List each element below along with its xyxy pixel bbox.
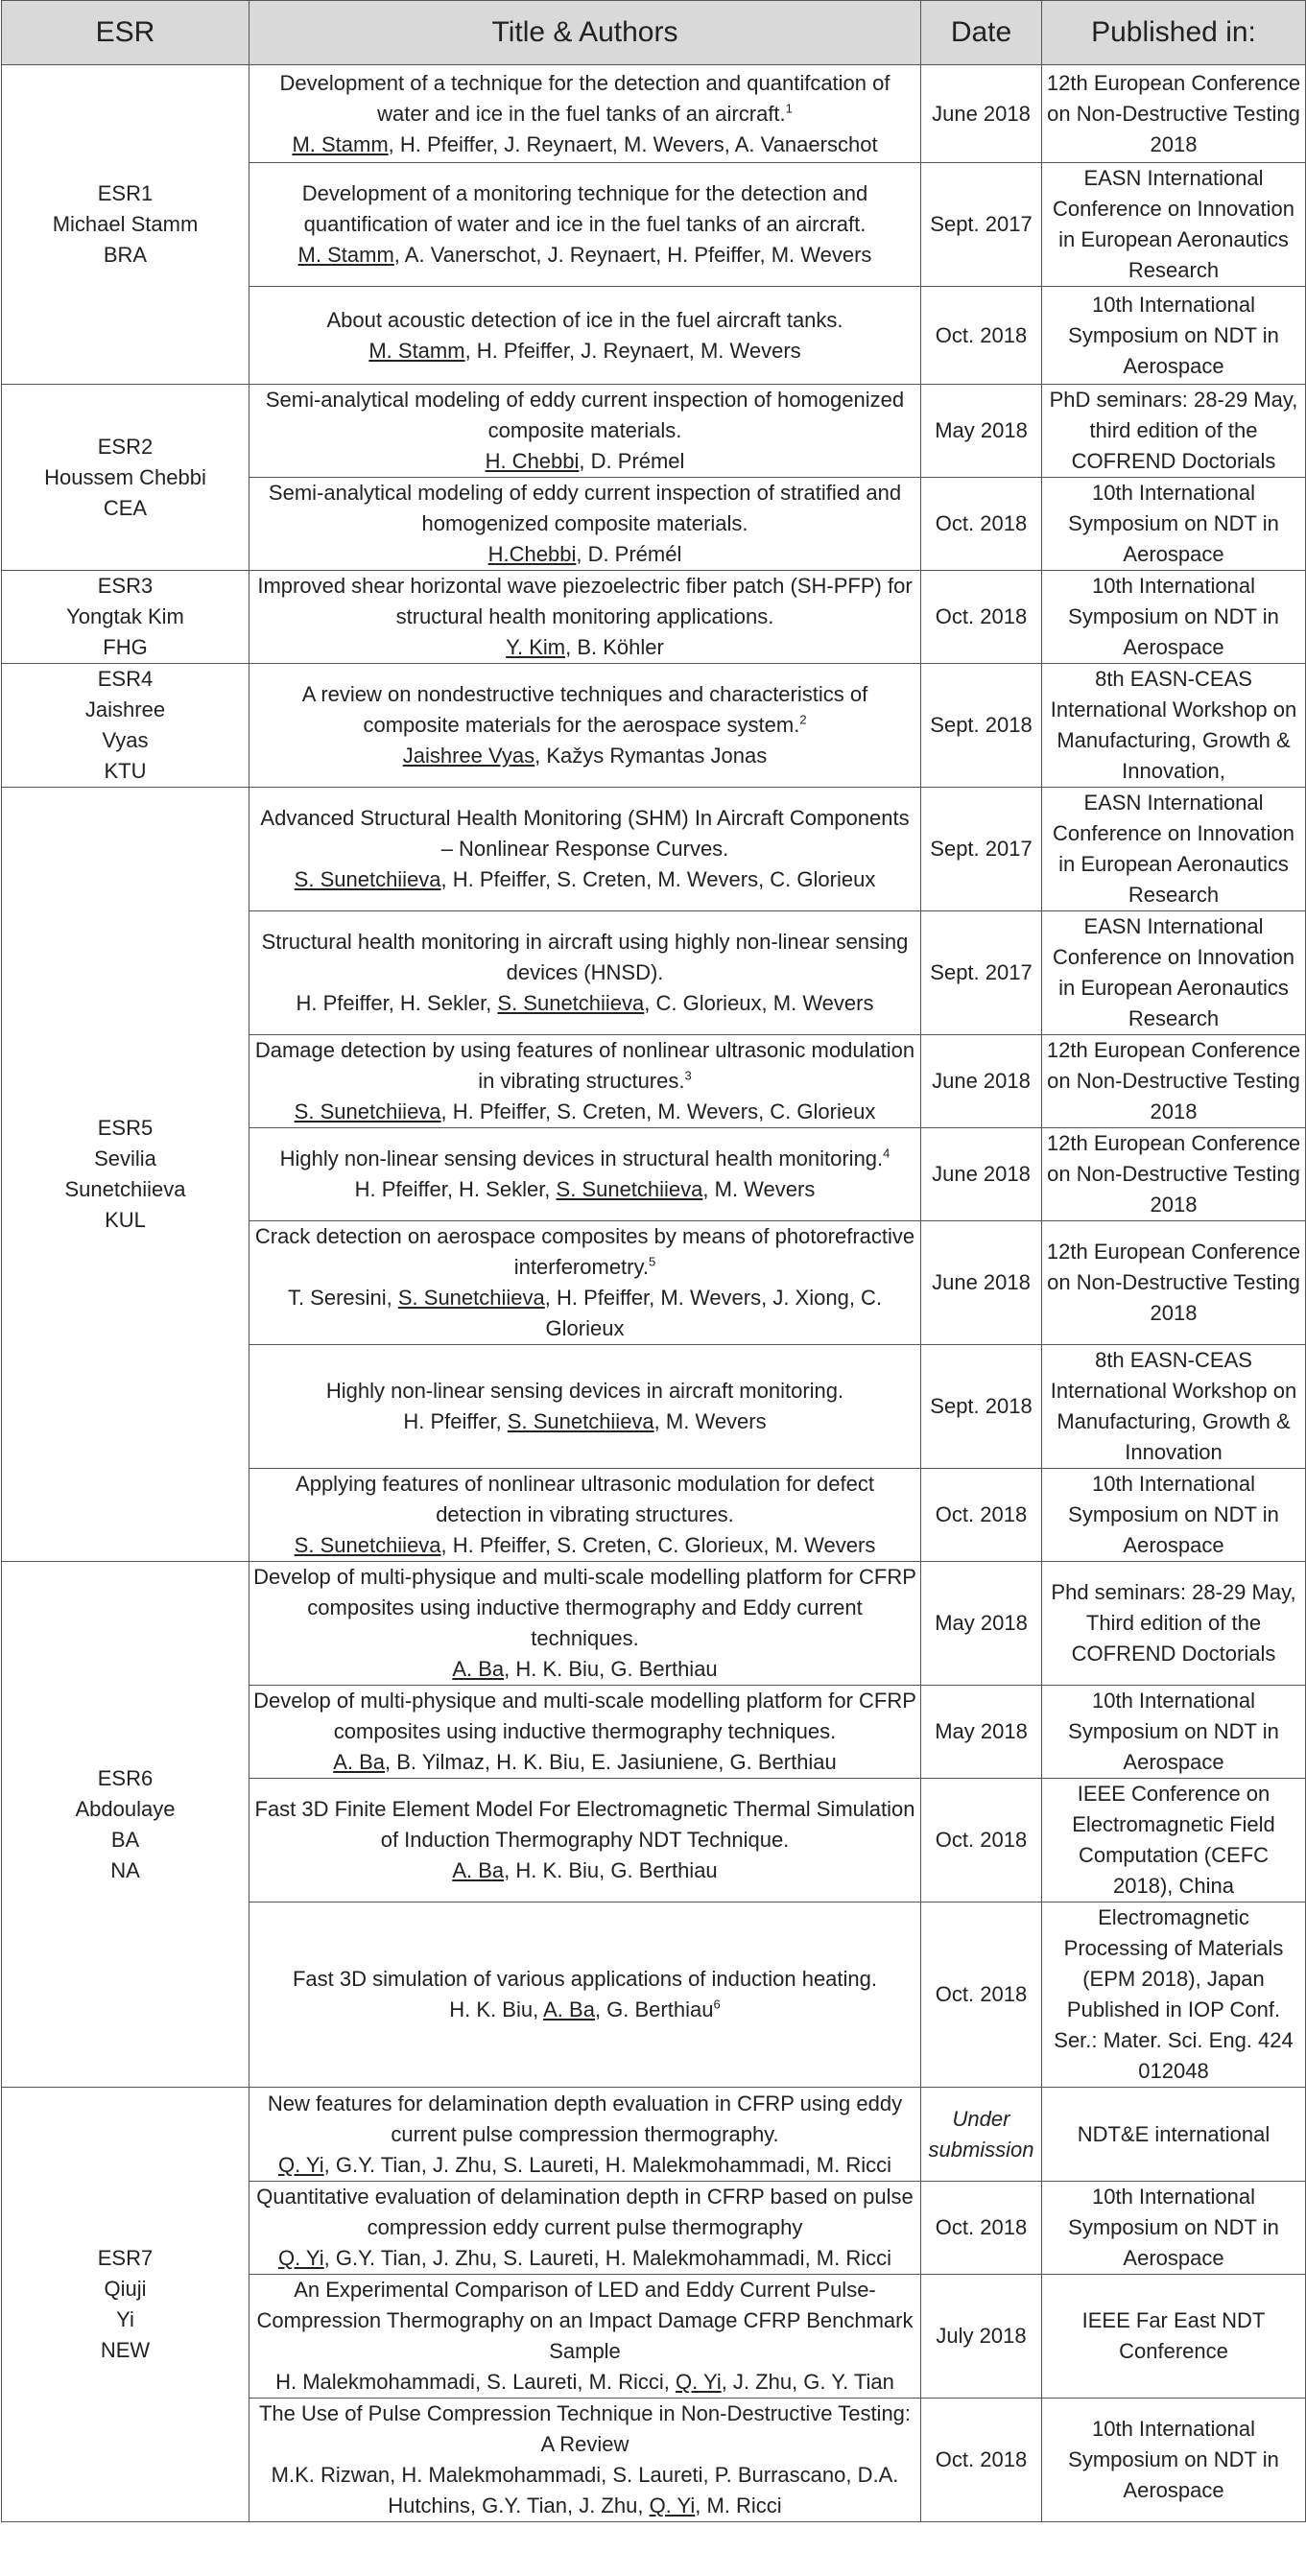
table-row: [2, 2088, 1306, 2182]
published-in-cell: 10th International Symposium on NDT in Aerospace: [1042, 2399, 1306, 2522]
author-text: , G. Berthiau: [594, 1997, 714, 2021]
paper-title: [253, 1376, 916, 1406]
esr-line: FHG: [103, 635, 148, 659]
paper-title: [253, 2182, 916, 2243]
table-row: [2, 1562, 1306, 1686]
paper-title-text: Develop of multi-physique and multi-scale modelling platform for CFRP composites using inductive thermography and Eddy current techniques.: [253, 1565, 916, 1650]
date-cell: June 2018: [921, 1035, 1042, 1128]
paper-title-text: Develop of multi-physique and multi-scale modelling platform for CFRP composites using inductive thermography techniques.: [253, 1689, 916, 1743]
date-cell: May 2018: [921, 385, 1042, 478]
esr-cell: [2, 2088, 249, 2522]
author-text: H. Pfeiffer,: [403, 1409, 508, 1433]
paper-title-text: About acoustic detection of ice in the fuel aircraft tanks.: [326, 307, 843, 332]
published-in-cell: EASN International Conference on Innovation in European Aeronautics Research: [1042, 788, 1306, 911]
paper-authors: [253, 2243, 916, 2274]
published-in-cell: 8th EASN-CEAS International Workshop on Manufacturing, Growth & Innovation: [1042, 1345, 1306, 1469]
footnote-marker: 4: [883, 1146, 890, 1161]
esr-line: BRA: [103, 243, 148, 267]
date-cell: June 2018: [921, 1128, 1042, 1221]
published-in-cell: 10th International Symposium on NDT in Aerospace: [1042, 287, 1306, 385]
paper-title: [253, 2089, 916, 2150]
author-underlined: M. Stamm: [292, 131, 389, 156]
date-cell: July 2018: [921, 2275, 1042, 2399]
title-authors-cell: [249, 1562, 921, 1686]
author-text: , B. Köhler: [565, 635, 664, 659]
paper-title-text: Applying features of nonlinear ultrasonic modulation for defect detection in vibrating structures.: [296, 1472, 874, 1526]
paper-title-text: Development of a monitoring technique for the detection and quantification of water and ice in the fuel tanks of an aircraft.: [301, 181, 868, 236]
author-underlined: S. Sunetchiieva: [507, 1409, 654, 1433]
paper-title: [253, 68, 916, 130]
author-text: , B. Yilmaz, H. K. Biu, E. Jasiuniene, G. Berthiau: [385, 1750, 837, 1774]
esr-line: ESR1: [97, 181, 154, 205]
author-text: , H. K. Biu, G. Berthiau: [504, 1858, 718, 1882]
paper-title: [253, 927, 916, 988]
author-text: , M. Ricci: [695, 2493, 782, 2517]
esr-line: CEA: [103, 495, 148, 520]
date-cell: Oct. 2018: [921, 1779, 1042, 1902]
published-in-cell: Electromagnetic Processing of Materials (EPM 2018), Japan Published in IOP Conf. Ser.: Mater. Sci. Eng. 424 012048: [1042, 1902, 1306, 2088]
author-text: , G.Y. Tian, J. Zhu, S. Laureti, H. Malekmohammadi, M. Ricci: [323, 2152, 892, 2177]
paper-title-text: Quantitative evaluation of delamination depth in CFRP based on pulse compression eddy current pulse thermography: [256, 2185, 914, 2239]
paper-title-text: Damage detection by using features of nonlinear ultrasonic modulation in vibrating structures.: [254, 1038, 915, 1093]
esr-line: Sunetchiieva: [64, 1177, 186, 1201]
footnote-marker: 5: [648, 1254, 656, 1269]
esr-line: NA: [110, 1857, 140, 1882]
table-row: [2, 788, 1306, 911]
date-cell: Oct. 2018: [921, 1469, 1042, 1562]
author-underlined: H.Chebbi: [487, 542, 577, 566]
paper-authors: [253, 1283, 916, 1344]
esr-line: Yongtak Kim: [66, 604, 184, 628]
title-authors-cell: [249, 1686, 921, 1779]
paper-title-text: Advanced Structural Health Monitoring (SHM) In Aircraft Components – Nonlinear Response Curves.: [260, 806, 910, 861]
author-underlined: S. Sunetchiieva: [294, 1099, 441, 1123]
date-cell: Oct. 2018: [921, 2182, 1042, 2275]
date-cell: Oct. 2018: [921, 478, 1042, 571]
title-authors-cell: [249, 2275, 921, 2399]
title-authors-cell: [249, 788, 921, 911]
esr-line: ESR2: [97, 434, 154, 459]
title-authors-cell: [249, 1345, 921, 1469]
paper-authors: [253, 130, 916, 160]
published-in-cell: Phd seminars: 28-29 May, Third edition of the COFREND Doctorials: [1042, 1562, 1306, 1686]
date-cell: Sept. 2017: [921, 788, 1042, 911]
header-date: Date: [921, 1, 1042, 65]
table-row: [2, 571, 1306, 664]
date-cell: May 2018: [921, 1686, 1042, 1779]
title-authors-cell: [249, 664, 921, 788]
published-in-cell: IEEE Far East NDT Conference: [1042, 2275, 1306, 2399]
date-cell: Oct. 2018: [921, 1902, 1042, 2088]
paper-authors: [253, 1174, 916, 1205]
paper-title: [253, 2275, 916, 2367]
paper-title-text: Highly non-linear sensing devices in structural health monitoring.: [279, 1146, 884, 1170]
esr-cell: [2, 571, 249, 664]
author-text: H. K. Biu,: [449, 1997, 544, 2021]
date-cell: Oct. 2018: [921, 2399, 1042, 2522]
author-text: , C. Glorieux, M. Wevers: [644, 991, 874, 1015]
author-text: , G.Y. Tian, J. Zhu, S. Laureti, H. Malekmohammadi, M. Ricci: [323, 2246, 892, 2270]
esr-line: Sevilia: [94, 1146, 156, 1170]
header-title-authors: Title & Authors: [249, 1, 921, 65]
paper-title-text: Crack detection on aerospace composites by means of photorefractive interferometry.: [254, 1224, 915, 1279]
published-in-cell: 10th International Symposium on NDT in Aerospace: [1042, 571, 1306, 664]
published-in-cell: 12th European Conference on Non-Destructive Testing 2018: [1042, 1221, 1306, 1345]
paper-title: [253, 679, 916, 741]
author-text: , H. Pfeiffer, S. Creten, C. Glorieux, M. Wevers: [440, 1533, 876, 1557]
author-underlined: H. Chebbi: [485, 449, 580, 473]
author-text: , H. Pfeiffer, J. Reynaert, M. Wevers: [464, 338, 801, 363]
esr-line: Yi: [116, 2307, 134, 2331]
author-underlined: S. Sunetchiieva: [294, 1533, 441, 1557]
date-cell: June 2018: [921, 1221, 1042, 1345]
paper-authors: [253, 2367, 916, 2398]
footnote-marker: 1: [785, 101, 793, 116]
footnote-marker: 3: [684, 1068, 692, 1083]
author-text: H. Pfeiffer, H. Sekler,: [354, 1177, 557, 1201]
title-authors-cell: [249, 478, 921, 571]
published-in-cell: EASN International Conference on Innovation in European Aeronautics Research: [1042, 163, 1306, 287]
author-underlined: M. Stamm: [368, 338, 465, 363]
paper-title: [253, 1221, 916, 1283]
author-underlined: Jaishree Vyas: [402, 744, 535, 768]
paper-title-text: Semi-analytical modeling of eddy current inspection of homogenized composite materials.: [265, 388, 905, 442]
published-in-cell: PhD seminars: 28-29 May, third edition of the COFREND Doctorials: [1042, 385, 1306, 478]
esr-line: Vyas: [102, 728, 149, 752]
published-in-cell: 10th International Symposium on NDT in Aerospace: [1042, 478, 1306, 571]
author-underlined: Q. Yi: [649, 2493, 696, 2517]
title-authors-cell: [249, 1469, 921, 1562]
published-in-cell: NDT&E international: [1042, 2088, 1306, 2182]
paper-title: [253, 1686, 916, 1747]
author-underlined: S. Sunetchiieva: [397, 1286, 545, 1310]
date-cell: Sept. 2018: [921, 1345, 1042, 1469]
paper-authors: [253, 1654, 916, 1685]
date-cell: Under submission: [921, 2088, 1042, 2182]
esr-line: ESR7: [97, 2246, 154, 2270]
paper-title-text: A review on nondestructive techniques and characteristics of composite materials for the aerospace system.: [301, 682, 868, 737]
author-text: , H. Pfeiffer, S. Creten, M. Wevers, C. Glorieux: [440, 867, 876, 891]
paper-title-text: Structural health monitoring in aircraft using highly non-linear sensing devices (HNSD).: [261, 930, 909, 984]
author-text: H. Pfeiffer, H. Sekler,: [296, 991, 498, 1015]
published-in-cell: 10th International Symposium on NDT in Aerospace: [1042, 1686, 1306, 1779]
date-cell: May 2018: [921, 1562, 1042, 1686]
paper-title: [253, 305, 916, 336]
paper-title: [253, 178, 916, 240]
paper-authors: [253, 1406, 916, 1437]
published-in-cell: 12th European Conference on Non-Destructive Testing 2018: [1042, 65, 1306, 163]
author-text: , J. Zhu, G. Y. Tian: [721, 2370, 894, 2394]
esr-cell: [2, 788, 249, 1562]
header-esr: ESR: [2, 1, 249, 65]
paper-title: [253, 1964, 916, 1995]
author-text: , Kažys Rymantas Jonas: [534, 744, 768, 768]
esr-line: Houssem Chebbi: [44, 464, 206, 489]
paper-title: [253, 1035, 916, 1097]
paper-title-text: Fast 3D simulation of various applications of induction heating.: [292, 1967, 877, 1991]
date-cell: Sept. 2017: [921, 163, 1042, 287]
author-text: , H. Pfeiffer, M. Wevers, J. Xiong, C. Glorieux: [544, 1286, 883, 1340]
esr-line: ESR3: [97, 574, 154, 598]
author-underlined: S. Sunetchiieva: [294, 867, 441, 891]
paper-authors: [253, 240, 916, 271]
date-cell: Oct. 2018: [921, 287, 1042, 385]
author-text: , M. Wevers: [702, 1177, 816, 1201]
paper-authors: [253, 632, 916, 663]
published-in-cell: 12th European Conference on Non-Destructive Testing 2018: [1042, 1128, 1306, 1221]
published-in-cell: 10th International Symposium on NDT in Aerospace: [1042, 1469, 1306, 1562]
author-underlined: Q. Yi: [277, 2152, 324, 2177]
author-underlined: A. Ba: [452, 1657, 505, 1681]
paper-title: [253, 803, 916, 864]
paper-title-text: New features for delamination depth evaluation in CFRP using eddy current pulse compression thermography.: [267, 2091, 903, 2146]
esr-cell: [2, 385, 249, 571]
esr-line: Michael Stamm: [52, 212, 199, 236]
paper-title-text: Improved shear horizontal wave piezoelectric fiber patch (SH-PFP) for structural health monitoring applications.: [257, 574, 913, 628]
title-authors-cell: [249, 2088, 921, 2182]
header-published-in: Published in:: [1042, 1, 1306, 65]
paper-title: [253, 1562, 916, 1654]
title-authors-cell: [249, 1221, 921, 1345]
paper-authors: [253, 1995, 916, 2025]
paper-title: [253, 1794, 916, 1855]
author-underlined: A. Ba: [543, 1997, 595, 2021]
author-text: T. Seresini,: [287, 1286, 398, 1310]
author-underlined: Q. Yi: [277, 2246, 324, 2270]
paper-authors: [253, 2460, 916, 2521]
paper-title-text: Highly non-linear sensing devices in aircraft monitoring.: [325, 1379, 844, 1403]
paper-authors: [253, 864, 916, 895]
title-authors-cell: [249, 65, 921, 163]
date-cell: Sept. 2018: [921, 664, 1042, 788]
title-authors-cell: [249, 163, 921, 287]
esr-line: Qiuji: [104, 2277, 147, 2301]
paper-title: [253, 478, 916, 539]
table-row: [2, 664, 1306, 788]
author-text: , D. Prémel: [579, 449, 685, 473]
author-text: M.K. Rizwan, H. Malekmohammadi, S. Laureti, P. Burrascano, D.A. Hutchins, G.Y. Tian, J. Zhu,: [271, 2463, 899, 2517]
paper-title-text: Semi-analytical modeling of eddy current inspection of stratified and homogenized composite materials.: [268, 481, 902, 535]
esr-line: BA: [110, 1827, 140, 1852]
esr-line: Jaishree: [84, 697, 166, 721]
esr-line: KTU: [104, 759, 147, 783]
title-authors-cell: [249, 385, 921, 478]
title-authors-cell: [249, 2399, 921, 2522]
author-text: , A. Vanerschot, J. Reynaert, H. Pfeiffer, M. Wevers: [393, 243, 872, 267]
esr-line: ESR6: [97, 1765, 154, 1790]
author-text: H. Malekmohammadi, S. Laureti, M. Ricci,: [275, 2370, 677, 2394]
date-cell: Sept. 2017: [921, 911, 1042, 1035]
esr-cell: [2, 664, 249, 788]
title-authors-cell: [249, 2182, 921, 2275]
esr-cell: [2, 65, 249, 385]
esr-cell: [2, 1562, 249, 2088]
paper-title: [253, 571, 916, 632]
author-underlined: S. Sunetchiieva: [497, 991, 645, 1015]
author-text: , D. Prémél: [576, 542, 682, 566]
date-cell: June 2018: [921, 65, 1042, 163]
author-underlined: A. Ba: [333, 1750, 386, 1774]
esr-line: ESR4: [97, 667, 154, 691]
paper-title: [253, 385, 916, 446]
footnote-marker: 6: [713, 1997, 721, 2012]
title-authors-cell: [249, 1779, 921, 1902]
paper-authors: [253, 1097, 916, 1127]
author-text: , M. Wevers: [653, 1409, 767, 1433]
table-body: [2, 65, 1306, 2522]
paper-title: [253, 1144, 916, 1174]
title-authors-cell: [249, 571, 921, 664]
paper-title: [253, 2399, 916, 2460]
title-authors-cell: [249, 287, 921, 385]
paper-authors: [253, 539, 916, 570]
published-in-cell: IEEE Conference on Electromagnetic Field Computation (CEFC 2018), China: [1042, 1779, 1306, 1902]
esr-line: KUL: [105, 1208, 146, 1232]
title-authors-cell: [249, 1902, 921, 2088]
paper-authors: [253, 446, 916, 477]
author-underlined: Y. Kim: [506, 635, 566, 659]
author-underlined: Q. Yi: [676, 2370, 722, 2394]
published-in-cell: 12th European Conference on Non-Destructive Testing 2018: [1042, 1035, 1306, 1128]
paper-authors: [253, 1855, 916, 1886]
paper-authors: [253, 1530, 916, 1561]
table-row: [2, 385, 1306, 478]
paper-authors: [253, 2150, 916, 2181]
paper-authors: [253, 336, 916, 366]
footnote-marker: 2: [799, 712, 807, 727]
esr-line: NEW: [100, 2338, 151, 2362]
header-row: [2, 1, 1306, 65]
publications-table: [1, 0, 1306, 2522]
published-in-cell: 8th EASN-CEAS International Workshop on Manufacturing, Growth & Innovation,: [1042, 664, 1306, 788]
published-in-cell: 10th International Symposium on NDT in Aerospace: [1042, 2182, 1306, 2275]
title-authors-cell: [249, 1035, 921, 1128]
table-row: [2, 65, 1306, 163]
author-underlined: M. Stamm: [297, 243, 394, 267]
published-in-cell: EASN International Conference on Innovation in European Aeronautics Research: [1042, 911, 1306, 1035]
author-underlined: S. Sunetchiieva: [556, 1177, 703, 1201]
paper-authors: [253, 988, 916, 1019]
paper-title-text: An Experimental Comparison of LED and Eddy Current Pulse-Compression Thermography on an Impact Damage CFRP Benchmark Sample: [256, 2278, 914, 2363]
paper-title-text: Development of a technique for the detection and quantifcation of water and ice in the fuel tanks of an aircraft.: [279, 70, 890, 126]
paper-title-text: Fast 3D Finite Element Model For Electromagnetic Thermal Simulation of Induction Thermography NDT Technique.: [254, 1797, 915, 1852]
paper-authors: [253, 741, 916, 771]
author-text: , H. Pfeiffer, J. Reynaert, M. Wevers, A. Vanaerschot: [388, 131, 878, 156]
title-authors-cell: [249, 1128, 921, 1221]
date-cell: Oct. 2018: [921, 571, 1042, 664]
paper-authors: [253, 1747, 916, 1778]
author-text: , H. Pfeiffer, S. Creten, M. Wevers, C. Glorieux: [440, 1099, 876, 1123]
esr-line: Abdoulaye: [75, 1796, 176, 1821]
paper-title: [253, 1469, 916, 1530]
title-authors-cell: [249, 911, 921, 1035]
author-underlined: A. Ba: [452, 1858, 505, 1882]
author-text: , H. K. Biu, G. Berthiau: [504, 1657, 718, 1681]
paper-title-text: The Use of Pulse Compression Technique in Non-Destructive Testing: A Review: [258, 2401, 912, 2456]
esr-line: ESR5: [97, 1116, 154, 1140]
